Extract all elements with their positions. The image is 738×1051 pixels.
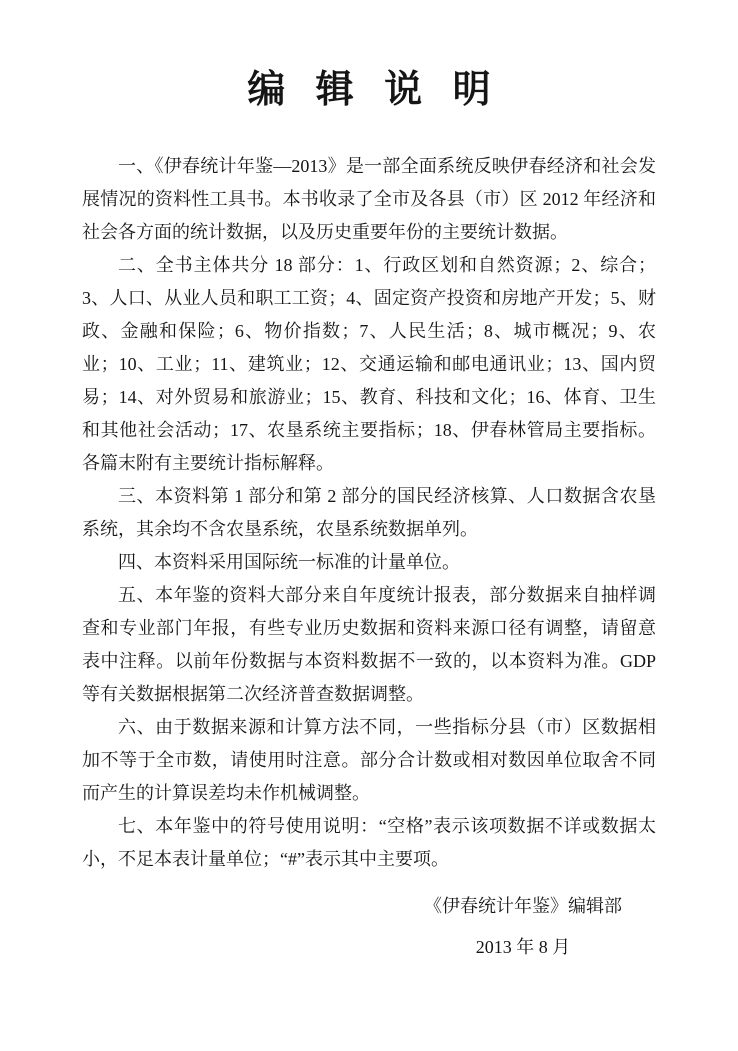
paragraph-3: 三、本资料第 1 部分和第 2 部分的国民经济核算、人口数据含农垦系统，其余均不含农垦系统，农垦系统数据单列。 xyxy=(82,485,656,539)
document-body xyxy=(82,150,656,876)
paragraph-5: 五、本年鉴的资料大部分来自年度统计报表，部分数据来自抽样调查和专业部门年报，有些专业历史数据和资料来源口径有调整，请留意表中注释。以前年份数据与本资料数据不一致的，以本资料为准。GDP 等有关数据根据第二次经济普查数据调整。 xyxy=(82,584,656,704)
signature-block xyxy=(424,890,622,964)
page-title: 编辑说明 xyxy=(247,69,521,111)
paragraph-7: 七、本年鉴中的符号使用说明：“空格”表示该项数据不详或数据太小，不足本表计量单位；“#”表示其中主要项。 xyxy=(82,815,656,869)
signature-date: 2013 年 8 月 xyxy=(475,936,571,957)
paragraph-6: 六、由于数据来源和计算方法不同，一些指标分县（市）区数据相加不等于全市数，请使用时注意。部分合计数或相对数因单位取舍不同而产生的计算误差均未作机械调整。 xyxy=(82,716,656,803)
paragraph-2: 二、全书主体共分 18 部分：1、行政区划和自然资源；2、综合；3、人口、从业人员和职工工资；4、固定资产投资和房地产开发；5、财政、金融和保险；6、物价指数；7、人民生活；8、城市概况；9、农业；10、工业；11、建筑业；12、交通运输和邮电通讯业；13、国内贸易；14、对外贸易和旅游业；15、教育、科技和文化；16、体育、卫生和其他社会活动；17、农垦系统主要指标；18、伊春林管局主要指标。各篇末附有主要统计指标解释。 xyxy=(82,254,656,473)
signature: 《伊春统计年鉴》编辑部 xyxy=(424,895,622,916)
paragraph-4: 四、本资料采用国际统一标准的计量单位。 xyxy=(118,551,460,572)
paragraph-1: 一、《伊春统计年鉴—2013》是一部全面系统反映伊春经济和社会发展情况的资料性工具书。本书收录了全市及各县（市）区 2012 年经济和社会各方面的统计数据，以及历史重要年份的主要统计数据。 xyxy=(82,155,656,242)
